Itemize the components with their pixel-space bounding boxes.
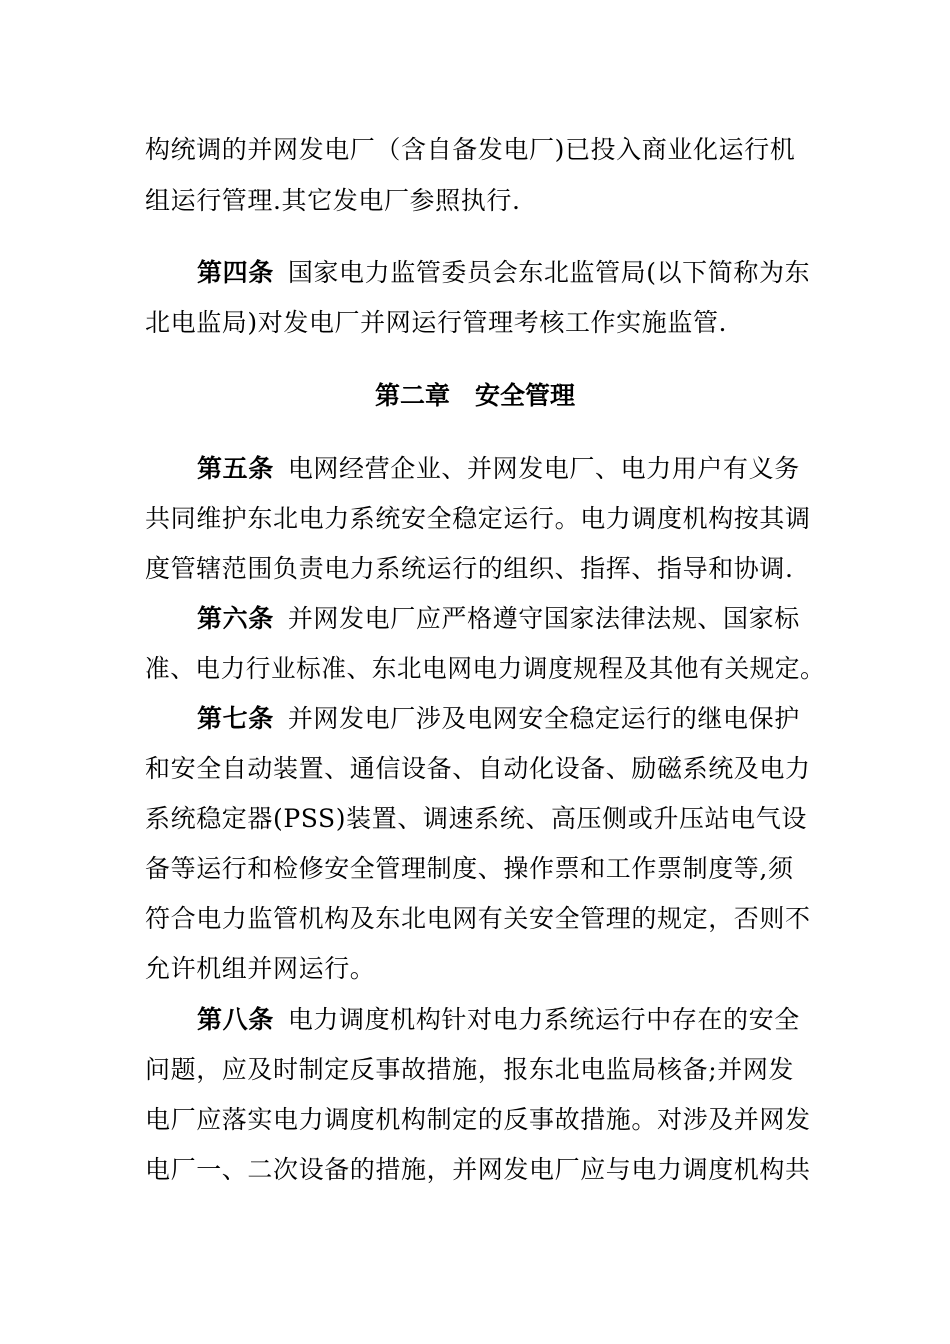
article-4-first-line <box>197 256 825 290</box>
article-8-label: 第八条 <box>197 1005 274 1034</box>
article-7-first-line <box>197 702 825 736</box>
article-6-label: 第六条 <box>197 604 274 633</box>
paragraph-line: 北电监局)对发电厂并网运行管理考核工作实施监管. <box>145 308 728 337</box>
article-8-first-line <box>197 1003 825 1037</box>
article-5-first-line <box>197 452 825 486</box>
paragraph-line: 共同维护东北电力系统安全稳定运行。电力调度机构按其调 <box>145 504 811 533</box>
article-5-label: 第五条 <box>197 454 274 483</box>
paragraph-line: 构统调的并网发电厂（含自备发电厂)已投入商业化运行机 <box>145 135 796 164</box>
article-7-label: 第七条 <box>197 704 274 733</box>
paragraph-line: 符合电力监管机构及东北电网有关安全管理的规定，否则不 <box>145 904 811 933</box>
paragraph-line: 允许机组并网运行。 <box>145 954 376 983</box>
article-5-text: 电网经营企业、并网发电厂、电力用户有义务 <box>287 454 800 483</box>
paragraph-line: 备等运行和检修安全管理制度、操作票和工作票制度等,须 <box>145 854 794 883</box>
article-4-label: 第四条 <box>197 258 274 287</box>
article-7-text: 并网发电厂涉及电网安全稳定运行的继电保护 <box>287 704 800 733</box>
chapter-heading: 第二章 安全管理 <box>374 381 575 410</box>
paragraph-line: 电厂应落实电力调度机构制定的反事故措施。对涉及并网发 <box>145 1105 811 1134</box>
paragraph-line: 电厂一、二次设备的措施，并网发电厂应与电力调度机构共 <box>145 1155 811 1184</box>
article-4-text: 国家电力监管委员会东北监管局(以下简称为东 <box>287 258 811 287</box>
paragraph-line: 组运行管理.其它发电厂参照执行. <box>145 186 521 215</box>
article-8-text: 电力调度机构针对电力系统运行中存在的安全 <box>287 1005 800 1034</box>
paragraph-line: 问题，应及时制定反事故措施，报东北电监局核备;并网发 <box>145 1055 795 1084</box>
paragraph-line: 准、电力行业标准、东北电网电力调度规程及其他有关规定。 <box>145 654 826 683</box>
article-6-first-line <box>197 602 825 636</box>
paragraph-line: 系统稳定器(PSS)装置、调速系统、高压侧或升压站电气设 <box>145 804 807 833</box>
article-6-text: 并网发电厂应严格遵守国家法律法规、国家标 <box>287 604 800 633</box>
paragraph-line: 度管辖范围负责电力系统运行的组织、指挥、指导和协调. <box>145 554 794 583</box>
paragraph-line: 和安全自动装置、通信设备、自动化设备、励磁系统及电力 <box>145 754 811 783</box>
